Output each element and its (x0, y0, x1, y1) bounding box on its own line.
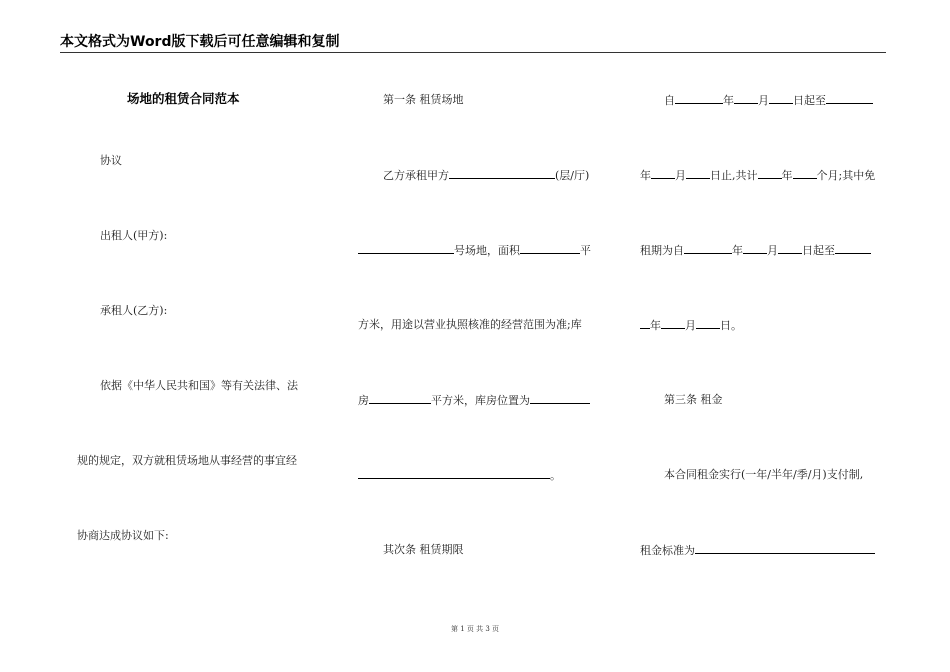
text-segment: 租金标准为 (640, 544, 695, 557)
blank-line (520, 243, 580, 254)
blank-line (358, 243, 454, 254)
text-segment: 自 (664, 94, 675, 107)
line-lease-floor (383, 168, 589, 183)
blank-line (695, 543, 875, 554)
blank-line (684, 243, 732, 254)
blank-line (769, 93, 793, 104)
blank-line (640, 318, 650, 329)
text-segment: 平方米，库房位置为 (431, 394, 530, 407)
text-segment: 房 (358, 394, 369, 407)
blank-line (826, 93, 873, 104)
line-term-start (664, 93, 873, 108)
text-segment: 日。 (720, 319, 742, 332)
blank-line (651, 168, 675, 179)
line-warehouse (358, 393, 590, 408)
text-segment: 乙方承租甲方 (383, 169, 449, 182)
page-header (60, 34, 886, 53)
paragraph-regulations: 规的规定，双方就租赁场地从事经营的事宜经 (77, 454, 297, 467)
blank-line (449, 168, 555, 179)
text-segment: 年 (650, 319, 661, 332)
blank-line (661, 318, 685, 329)
page-footer: 第 1 页 共 3 页 (450, 625, 500, 633)
article-3-heading: 第三条 租金 (664, 393, 723, 406)
text-segment: 日起至 (793, 94, 826, 107)
line-free-period-end (640, 318, 742, 333)
line-warehouse-location (358, 468, 561, 483)
text-segment: 年 (732, 244, 743, 257)
text-segment: 日起至 (802, 244, 835, 257)
text-segment: 平 (580, 244, 591, 257)
blank-line (675, 93, 723, 104)
article-1-heading: 第一条 租赁场地 (383, 93, 464, 106)
text-segment: 年 (640, 169, 651, 182)
text-segment: 月 (675, 169, 686, 182)
paragraph-lessee: 承租人(乙方): (100, 304, 168, 317)
blank-line (835, 243, 871, 254)
line-free-period (640, 243, 871, 258)
line-area (358, 243, 591, 258)
text-segment: 年 (723, 94, 734, 107)
article-2-heading: 其次条 租赁期限 (383, 543, 464, 556)
text-segment: 号场地，面积 (454, 244, 520, 257)
text-segment: 月 (758, 94, 769, 107)
blank-line (696, 318, 720, 329)
line-usage: 方米，用途以营业执照核准的经营范围为准;库 (358, 318, 582, 331)
text-segment: 月 (767, 244, 778, 257)
paragraph-lessor: 出租人(甲方): (100, 229, 168, 242)
blank-line (743, 243, 767, 254)
line-term-end (640, 168, 875, 183)
paragraph-basis: 依据《中华人民共和国》等有关法律、法 (100, 379, 298, 392)
line-rent-payment: 本合同租金实行(一年/半年/季/月)支付制, (664, 468, 864, 481)
blank-line (369, 393, 431, 404)
paragraph-consensus: 协商达成协议如下: (77, 529, 169, 542)
text-segment: 年 (781, 169, 793, 182)
text-segment: 个月;其中免 (816, 169, 876, 182)
blank-line (793, 168, 817, 179)
text-segment: 租期为自 (640, 244, 684, 257)
text-segment: 月 (685, 319, 696, 332)
document-title: 场地的租赁合同范本 (127, 91, 240, 106)
header-title: 本文格式为Word版下载后可任意编辑和复制 (60, 34, 340, 50)
paragraph-agreement: 协议 (100, 154, 122, 167)
line-rent-standard (640, 543, 875, 558)
blank-line (686, 168, 710, 179)
text-segment: 。 (550, 469, 561, 482)
blank-line (358, 468, 550, 479)
blank-line (530, 393, 590, 404)
blank-line (778, 243, 802, 254)
text-segment: (层/厅) (555, 169, 590, 182)
blank-line (758, 168, 782, 179)
text-segment: 日止,共计 (710, 169, 758, 182)
blank-line (734, 93, 758, 104)
